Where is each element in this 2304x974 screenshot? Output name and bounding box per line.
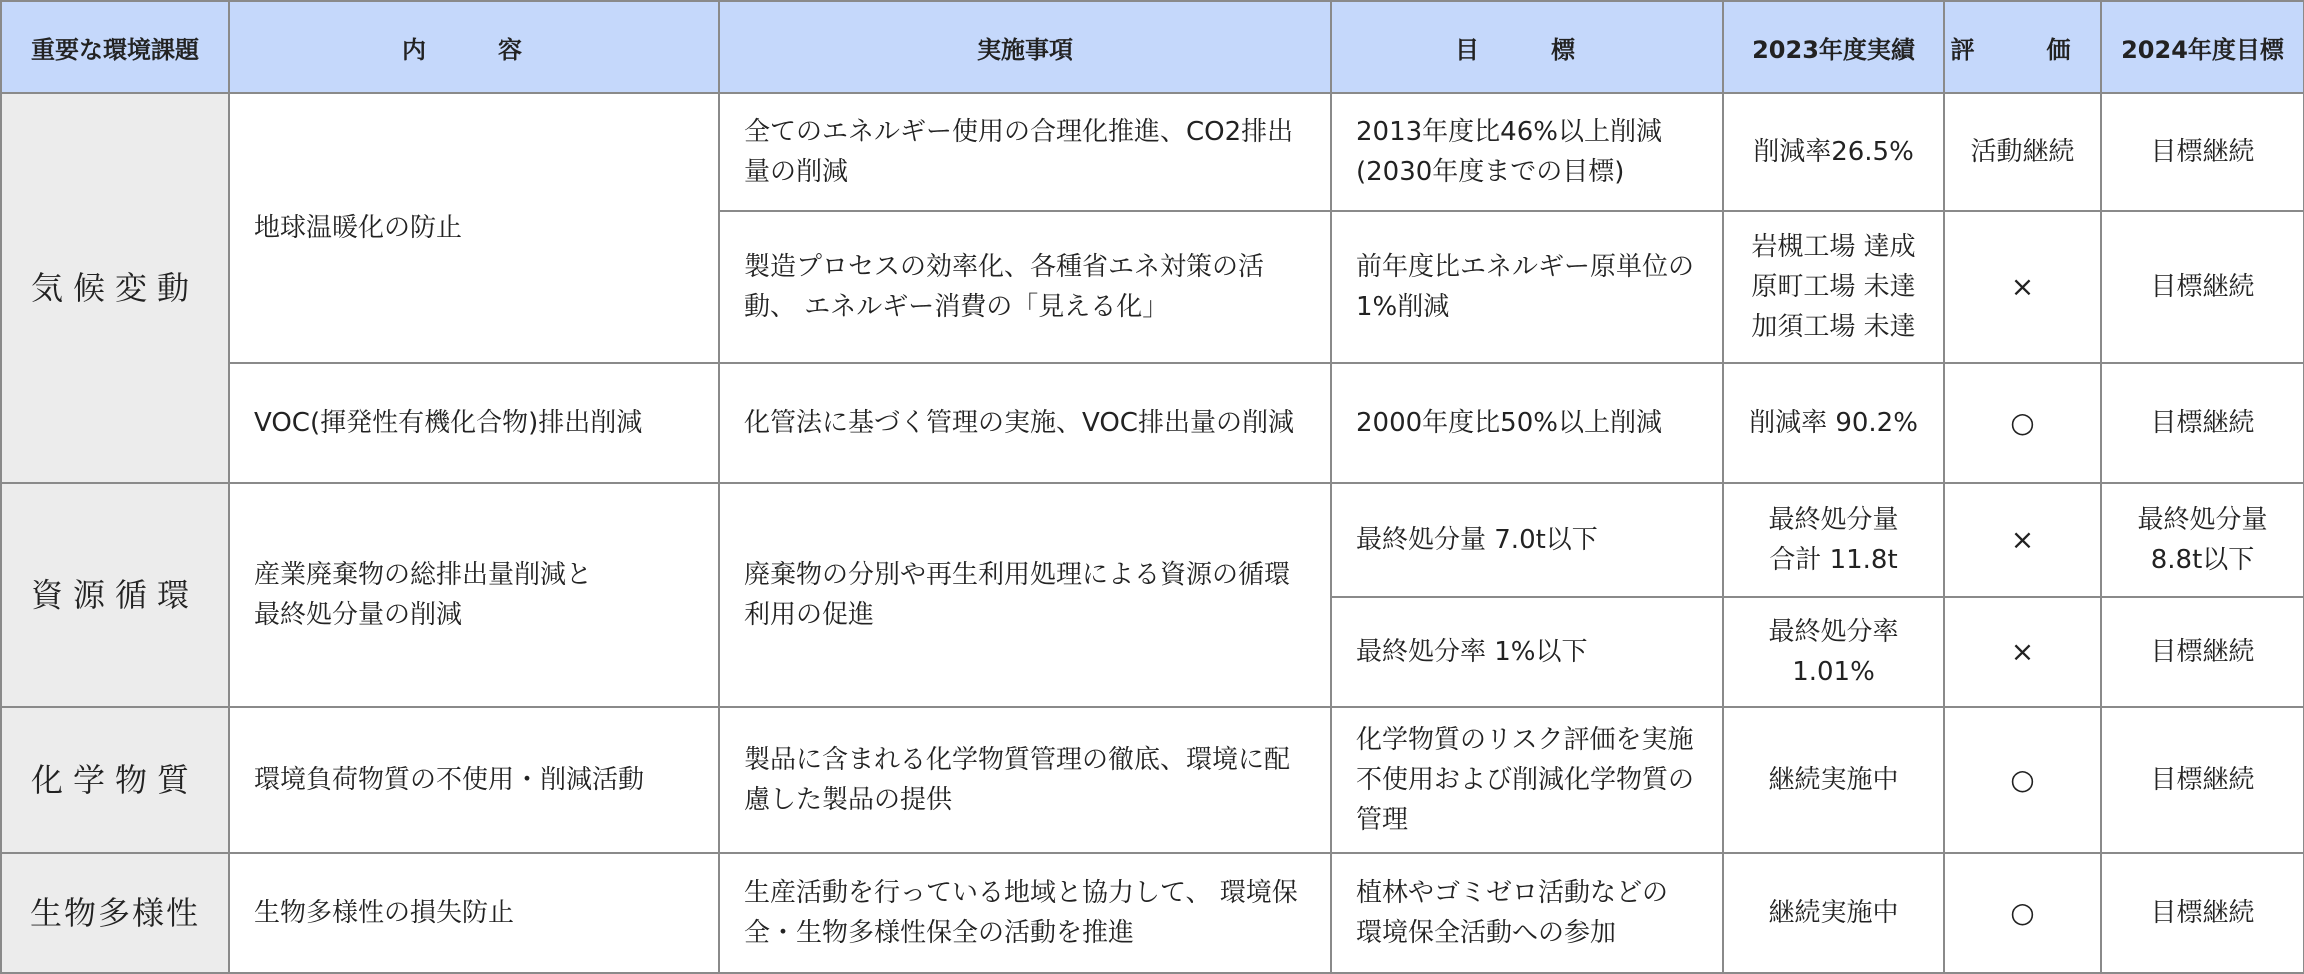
- target-cell: 化学物質のリスク評価を実施 不使用および削減化学物質の管理: [1331, 707, 1723, 853]
- next-target-cell: [2101, 483, 2304, 597]
- result-cell: 継続実施中: [1723, 707, 1944, 853]
- result-line: 最終処分量: [1768, 505, 1899, 535]
- category-chemical: 化学物質: [1, 707, 229, 853]
- header-result: 2023年度実績: [1723, 1, 1944, 93]
- content-chemical: 環境負荷物質の不使用・削減活動: [229, 707, 719, 853]
- table-row: [1, 363, 2304, 483]
- result-cell: [1723, 211, 1944, 363]
- result-line: 加須工場 未達: [1751, 312, 1916, 342]
- content-line: 産業廃棄物の総排出量削減と: [254, 560, 593, 590]
- header-actions: 実施事項: [719, 1, 1331, 93]
- action-cell: 化管法に基づく管理の実施、VOC排出量の削減: [719, 363, 1331, 483]
- category-resource: 資源循環: [1, 483, 229, 707]
- next-target-cell: 目標継続: [2101, 707, 2304, 853]
- table-row: [1, 853, 2304, 973]
- target-cell: 植林やゴミゼロ活動などの 環境保全活動への参加: [1331, 853, 1723, 973]
- target-cell: 最終処分量 7.0t以下: [1331, 483, 1723, 597]
- next-target-cell: 目標継続: [2101, 597, 2304, 707]
- content-resource: [229, 483, 719, 707]
- result-line: 岩槻工場 達成: [1751, 232, 1916, 262]
- content-line: 最終処分量の削減: [254, 600, 463, 630]
- header-evaluation: 評 価: [1944, 1, 2101, 93]
- action-cell: 生産活動を行っている地域と協力して、 環境保全・生物多様性保全の活動を推進: [719, 853, 1331, 973]
- next-target-cell: 目標継続: [2101, 853, 2304, 973]
- evaluation-cell: ×: [1944, 597, 2101, 707]
- next-target-line: 8.8t以下: [2150, 545, 2255, 575]
- table-row: [1, 483, 2304, 597]
- result-cell: [1723, 483, 1944, 597]
- header-issue: 重要な環境課題: [1, 1, 229, 93]
- next-target-cell: 目標継続: [2101, 211, 2304, 363]
- category-biodiversity: 生物多様性: [1, 853, 229, 973]
- next-target-cell: 目標継続: [2101, 363, 2304, 483]
- content-warming: 地球温暖化の防止: [229, 93, 719, 363]
- result-line: 最終処分率: [1768, 617, 1899, 647]
- table-row: [1, 707, 2304, 853]
- result-line: 原町工場 未達: [1751, 272, 1916, 302]
- result-line: 1.01%: [1792, 657, 1875, 687]
- target-cell: 2000年度比50%以上削減: [1331, 363, 1723, 483]
- next-target-cell: 目標継続: [2101, 93, 2304, 211]
- category-climate: 気候変動: [1, 93, 229, 483]
- content-voc: VOC(揮発性有機化合物)排出削減: [229, 363, 719, 483]
- target-cell: 2013年度比46%以上削減 (2030年度までの目標): [1331, 93, 1723, 211]
- header-row: [1, 1, 2304, 93]
- evaluation-cell: ○: [1944, 853, 2101, 973]
- evaluation-cell: 活動継続: [1944, 93, 2101, 211]
- result-cell: [1723, 597, 1944, 707]
- header-content: 内 容: [229, 1, 719, 93]
- evaluation-cell: ×: [1944, 483, 2101, 597]
- action-cell: 全てのエネルギー使用の合理化推進、CO2排出量の削減: [719, 93, 1331, 211]
- result-cell: 継続実施中: [1723, 853, 1944, 973]
- action-cell: 製品に含まれる化学物質管理の徹底、環境に配慮した製品の提供: [719, 707, 1331, 853]
- next-target-line: 最終処分量: [2137, 505, 2268, 535]
- action-cell: 廃棄物の分別や再生利用処理による資源の循環利用の促進: [719, 483, 1331, 707]
- result-line: 合計 11.8t: [1769, 545, 1898, 575]
- action-cell: 製造プロセスの効率化、各種省エネ対策の活動、 エネルギー消費の「見える化」: [719, 211, 1331, 363]
- evaluation-cell: ×: [1944, 211, 2101, 363]
- result-cell: 削減率26.5%: [1723, 93, 1944, 211]
- evaluation-cell: ○: [1944, 363, 2101, 483]
- content-biodiversity: 生物多様性の損失防止: [229, 853, 719, 973]
- header-target: 目 標: [1331, 1, 1723, 93]
- evaluation-cell: ○: [1944, 707, 2101, 853]
- target-cell: 最終処分率 1%以下: [1331, 597, 1723, 707]
- target-cell: 前年度比エネルギー原単位の1%削減: [1331, 211, 1723, 363]
- table-row: [1, 93, 2304, 211]
- header-next-target: 2024年度目標: [2101, 1, 2304, 93]
- result-cell: 削減率 90.2%: [1723, 363, 1944, 483]
